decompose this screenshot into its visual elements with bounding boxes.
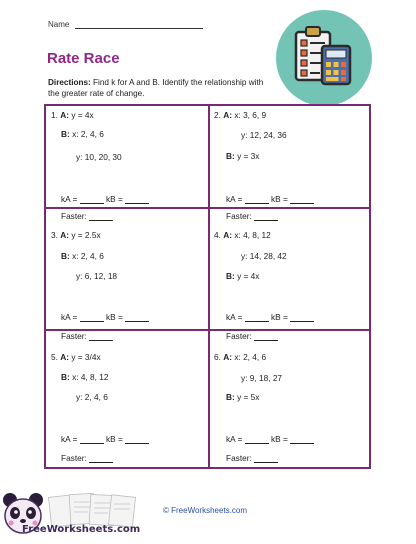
ka-label: kA = <box>226 312 243 322</box>
relation-a: y = 2.5x <box>71 230 101 240</box>
problem-cell-4 <box>214 230 372 350</box>
label-a: A: <box>223 110 232 120</box>
kb-blank[interactable] <box>125 195 149 204</box>
relation-b-line: x: 4, 8, 12 <box>72 372 109 382</box>
label-b: B: <box>61 372 70 382</box>
relation-b: y = 3x <box>237 151 260 161</box>
faster-label: Faster: <box>226 211 252 221</box>
ka-blank[interactable] <box>245 435 269 444</box>
name-row <box>48 19 203 29</box>
calculator-clipboard-icon <box>276 10 372 106</box>
ka-blank[interactable] <box>80 195 104 204</box>
faster-blank[interactable] <box>89 212 113 221</box>
ka-blank[interactable] <box>80 435 104 444</box>
problem-number: 5. <box>51 352 58 362</box>
label-b: B: <box>61 129 70 139</box>
problem-grid <box>44 104 371 469</box>
problem-number: 2. <box>214 110 221 120</box>
relation-b-line: x: 2, 4, 6 <box>72 251 104 261</box>
problem-cell-2 <box>214 110 372 230</box>
kb-blank[interactable] <box>290 313 314 322</box>
faster-blank[interactable] <box>89 454 113 463</box>
label-b: B: <box>226 271 235 281</box>
problem-cell-1 <box>51 110 209 230</box>
kb-label: kB = <box>271 194 288 204</box>
kb-blank[interactable] <box>290 195 314 204</box>
relation-b: y = 4x <box>237 271 260 281</box>
faster-label: Faster: <box>226 331 252 341</box>
relation-a-line: y: 14, 28, 42 <box>241 251 287 261</box>
label-a: A: <box>60 110 69 120</box>
footer-link[interactable]: © FreeWorksheets.com <box>163 506 247 515</box>
relation-b-line: y: 6, 12, 18 <box>76 271 118 281</box>
problem-number: 1. <box>51 110 58 120</box>
faster-label: Faster: <box>61 211 87 221</box>
faster-label: Faster: <box>226 453 252 463</box>
problem-number: 3. <box>51 230 58 240</box>
problem-cell-5 <box>51 352 209 472</box>
relation-b-line: y: 2, 4, 6 <box>76 392 108 402</box>
name-blank <box>75 19 203 29</box>
ka-blank[interactable] <box>245 195 269 204</box>
page-title: Rate Race <box>47 50 120 67</box>
name-label: Name <box>48 20 70 29</box>
label-a: A: <box>223 230 232 240</box>
ka-label: kA = <box>61 434 78 444</box>
directions-text: Find k for A and B. Identify the relationship with the greater rate of change. <box>48 78 264 98</box>
label-b: B: <box>226 392 235 402</box>
ka-blank[interactable] <box>80 313 104 322</box>
ka-label: kA = <box>61 194 78 204</box>
label-a: A: <box>223 352 232 362</box>
logo-text: FreeWorksheets.com <box>22 524 141 535</box>
problem-number: 6. <box>214 352 221 362</box>
faster-label: Faster: <box>61 453 87 463</box>
relation-a: y = 4x <box>71 110 94 120</box>
kb-label: kB = <box>106 434 123 444</box>
problem-number: 4. <box>214 230 221 240</box>
site-logo <box>0 488 160 539</box>
ka-blank[interactable] <box>245 313 269 322</box>
directions <box>48 77 268 99</box>
ka-label: kA = <box>226 194 243 204</box>
kb-blank[interactable] <box>125 313 149 322</box>
problem-cell-6 <box>214 352 372 472</box>
relation-a-line: x: 4, 8, 12 <box>234 230 271 240</box>
ka-label: kA = <box>61 312 78 322</box>
faster-blank[interactable] <box>254 454 278 463</box>
ka-label: kA = <box>226 434 243 444</box>
faster-blank[interactable] <box>254 212 278 221</box>
kb-label: kB = <box>271 312 288 322</box>
relation-a: y = 3/4x <box>71 352 101 362</box>
relation-a-line: y: 12, 24, 36 <box>241 130 287 140</box>
label-b: B: <box>61 251 70 261</box>
faster-blank[interactable] <box>89 332 113 341</box>
label-a: A: <box>60 352 69 362</box>
problem-cell-3 <box>51 230 209 350</box>
label-b: B: <box>226 151 235 161</box>
relation-b-line: x: 2, 4, 6 <box>72 129 104 139</box>
relation-a-line: x: 2, 4, 6 <box>234 352 267 362</box>
relation-a-line: x: 3, 6, 9 <box>234 110 267 120</box>
relation-a-line: y: 9, 18, 27 <box>241 373 283 383</box>
relation-b-line: y: 10, 20, 30 <box>76 152 122 162</box>
kb-label: kB = <box>106 312 123 322</box>
faster-blank[interactable] <box>254 332 278 341</box>
relation-b: y = 5x <box>237 392 260 402</box>
faster-label: Faster: <box>61 331 87 341</box>
kb-blank[interactable] <box>290 435 314 444</box>
kb-label: kB = <box>271 434 288 444</box>
kb-blank[interactable] <box>125 435 149 444</box>
kb-label: kB = <box>106 194 123 204</box>
label-a: A: <box>60 230 69 240</box>
directions-label: Directions: <box>48 78 91 87</box>
